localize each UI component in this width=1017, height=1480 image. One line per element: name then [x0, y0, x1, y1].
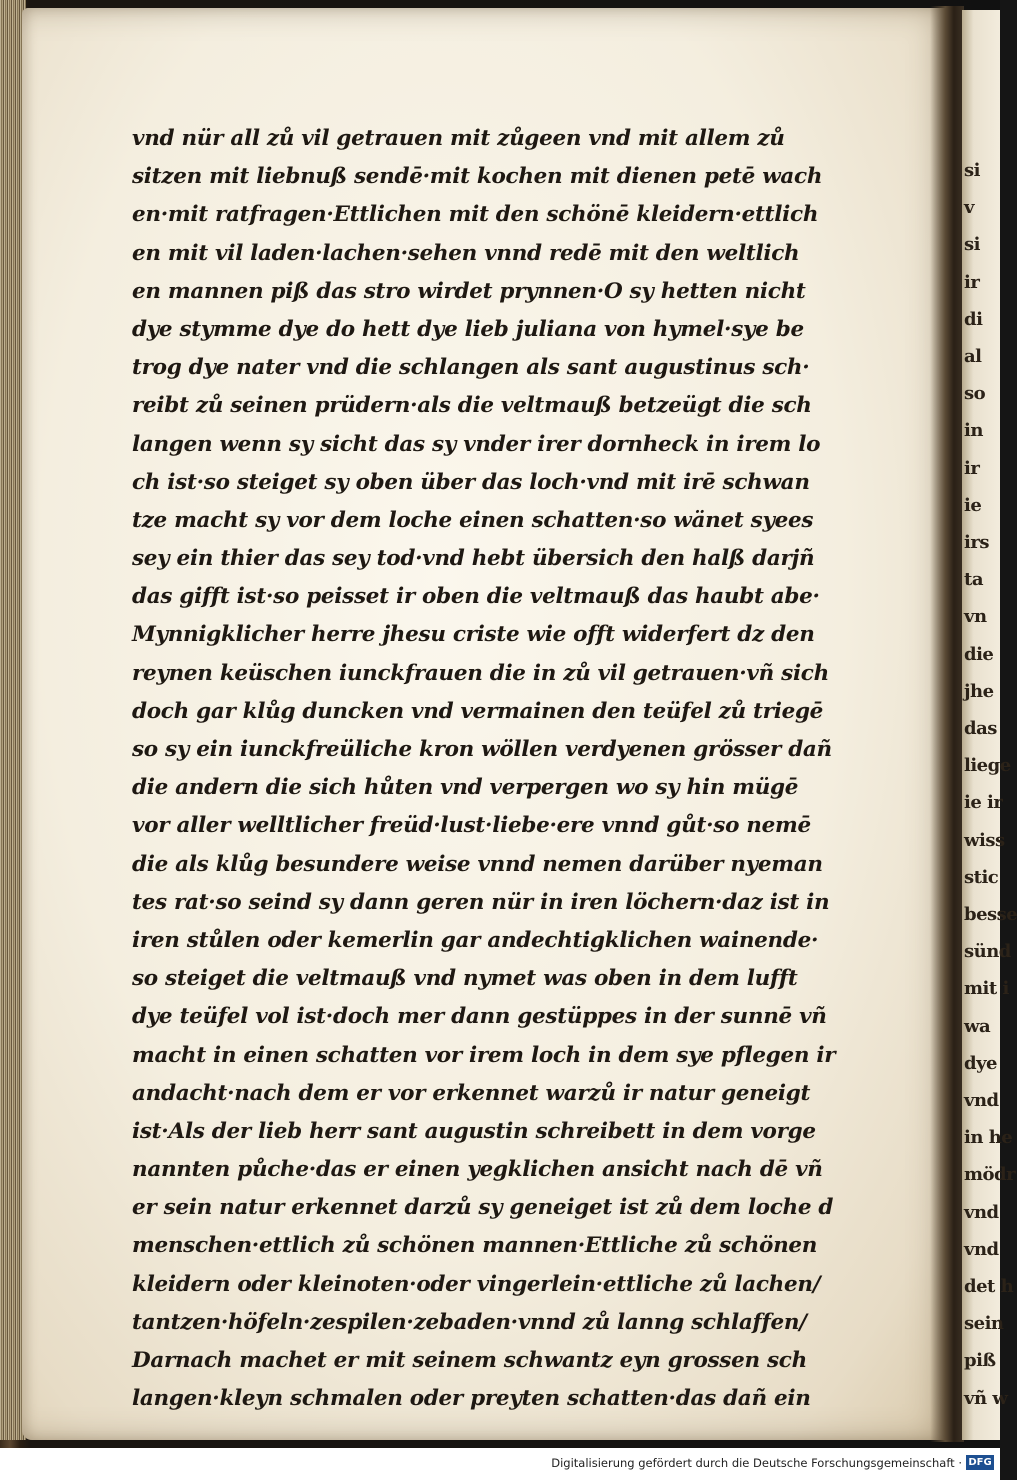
right-page-fragment: irs — [964, 532, 989, 553]
text-line: Mynnigklicher herre jhesu criste wie offt widerfert dz den — [132, 622, 815, 648]
text-line: langen·kleyn schmalen oder preyten schatten·das dañ ein — [132, 1386, 811, 1412]
right-page-fragment: ie ir — [964, 792, 1003, 814]
text-line: en·mit ratfragen·Ettlichen mit den schönē kleidern·ettlich — [132, 202, 819, 228]
text-line: er sein natur erkennet darzů sy geneiget ist zů dem loche d — [132, 1195, 834, 1221]
funding-credit: Digitalisierung gefördert durch die Deutsche Forschungsgemeinschaft · — [551, 1456, 962, 1470]
text-line: reynen keüschen iunckfrauen die in zů vil getrauen·vñ sich — [132, 660, 829, 686]
right-page-fragment: mödr — [964, 1164, 1016, 1186]
right-page-fragment: vñ w — [964, 1387, 1008, 1409]
right-page-fragment: si — [964, 160, 980, 181]
right-page-fragment: vn — [964, 606, 987, 628]
right-page-fragment: di — [964, 308, 983, 330]
right-page-fragment: wa — [964, 1015, 991, 1037]
right-page-fragment: die — [964, 643, 994, 665]
text-line: en mannen piß das stro wirdet prynnen·O sy hetten nicht — [132, 278, 806, 304]
text-line: andacht·nach dem er vor erkennet warzů ir natur geneigt — [132, 1080, 811, 1106]
right-page-fragment: in — [964, 420, 983, 442]
text-line: so sy ein iunckfreüliche kron wöllen verdyenen grösser dañ — [132, 737, 832, 762]
text-line: tze macht sy vor dem loche einen schatten·so wänet syees — [132, 507, 814, 533]
right-page — [962, 10, 1017, 1440]
book-gutter — [930, 6, 964, 1442]
right-page-fragment: det h — [964, 1276, 1014, 1297]
right-page-fragment: ir — [964, 271, 980, 293]
right-page-fragment: si — [964, 234, 980, 256]
right-page-fragment: so — [964, 383, 986, 405]
text-line: das gifft ist·so peisset ir oben die veltmauß das haubt abe· — [132, 584, 820, 610]
dfg-logo: DFG — [966, 1455, 994, 1470]
right-page-fragment: ie — [964, 494, 982, 516]
right-page-fragment: v — [964, 197, 974, 219]
text-line: tes rat·so seind sy dann geren nür in iren löchern·daz ist in — [132, 889, 830, 915]
right-page-fragment: ir — [964, 457, 980, 479]
text-line: tantzen·höfeln·zespilen·zebaden·vnnd zů lanng schlaffen/ — [132, 1309, 807, 1335]
right-page-fragment: liege — [964, 755, 1011, 777]
footer-bar — [0, 1448, 1000, 1480]
text-line: doch gar klůg duncken vnd vermainen den teüfel zů triegē — [132, 698, 824, 724]
text-line: macht in einen schatten vor irem loch in dem sye pflegen ir — [132, 1042, 836, 1068]
text-line: langen wenn sy sicht das sy vnder irer dornheck in irem lo — [132, 431, 821, 457]
text-line: vnd nür all zů vil getrauen mit zůgeen vnd mit allem zů — [132, 126, 785, 151]
right-page-fragment: jhe — [964, 680, 994, 702]
right-page-fragment: stic — [964, 866, 999, 888]
right-page-fragment: vnd — [964, 1238, 999, 1260]
right-page-fragment: ta — [964, 569, 983, 591]
text-line: trog dye nater vnd die schlangen als sant augustinus sch· — [132, 355, 810, 381]
right-page-fragment: sünd — [964, 941, 1011, 963]
text-line: nannten půche·das er einen yegklichen ansicht nach dē vñ — [132, 1157, 823, 1183]
right-page-fragment: sein — [964, 1313, 1004, 1335]
right-page-fragment: al — [964, 346, 982, 367]
text-line: die als klůg besundere weise vnnd nemen darüber nyeman — [132, 851, 823, 877]
right-page-fragment: mit i — [964, 978, 1009, 1000]
right-page-fragment: piß — [964, 1350, 996, 1372]
text-line: kleidern oder kleinoten·oder vingerlein·ettliche zů lachen/ — [132, 1271, 821, 1297]
text-line: reibt zů seinen prüdern·als die veltmauß betzeügt die sch — [132, 393, 812, 419]
right-page-fragment: vnd — [964, 1201, 999, 1223]
text-line: ist·Als der lieb herr sant augustin schreibett in dem vorge — [132, 1118, 816, 1144]
right-page-fragment: wiss — [964, 829, 1005, 851]
text-line: sey ein thier das sey tod·vnd hebt übersich den halß darjñ — [132, 546, 815, 572]
text-line: die andern die sich hůten vnd verpergen wo sy hin mügē — [132, 775, 799, 801]
text-line: sitzen mit liebnuß sendē·mit kochen mit dienen petē wach — [132, 164, 823, 190]
text-line: en mit vil laden·lachen·sehen vnnd redē mit den weltlich — [132, 240, 800, 266]
right-page-fragment: besse — [964, 904, 1017, 925]
text-line: vor aller welltlicher freüd·lust·liebe·ere vnnd gůt·so nemē — [132, 813, 811, 839]
right-page-fragment: in he — [964, 1127, 1013, 1149]
text-block — [132, 120, 890, 1418]
text-line: dye stymme dye do hett dye lieb juliana von hymel·sye be — [132, 316, 804, 342]
text-line: so steiget die veltmauß vnd nymet was oben in dem lufft — [132, 966, 798, 992]
text-line: dye teüfel vol ist·doch mer dann gestüppes in der sunnē vñ — [132, 1004, 827, 1030]
text-line: iren stůlen oder kemerlin gar andechtigklichen wainende· — [132, 927, 819, 953]
right-page-fragment: dye — [964, 1052, 997, 1074]
text-line: ch ist·so steiget sy oben über das loch·vnd mit irē schwan — [132, 469, 810, 495]
right-page-fragment: das — [964, 718, 997, 739]
right-page-fragment: vnd — [964, 1090, 999, 1111]
text-line: menschen·ettlich zů schönen mannen·Ettliche zů schönen — [132, 1233, 818, 1259]
text-line: Darnach machet er mit seinem schwantz eyn grossen sch — [132, 1348, 807, 1373]
